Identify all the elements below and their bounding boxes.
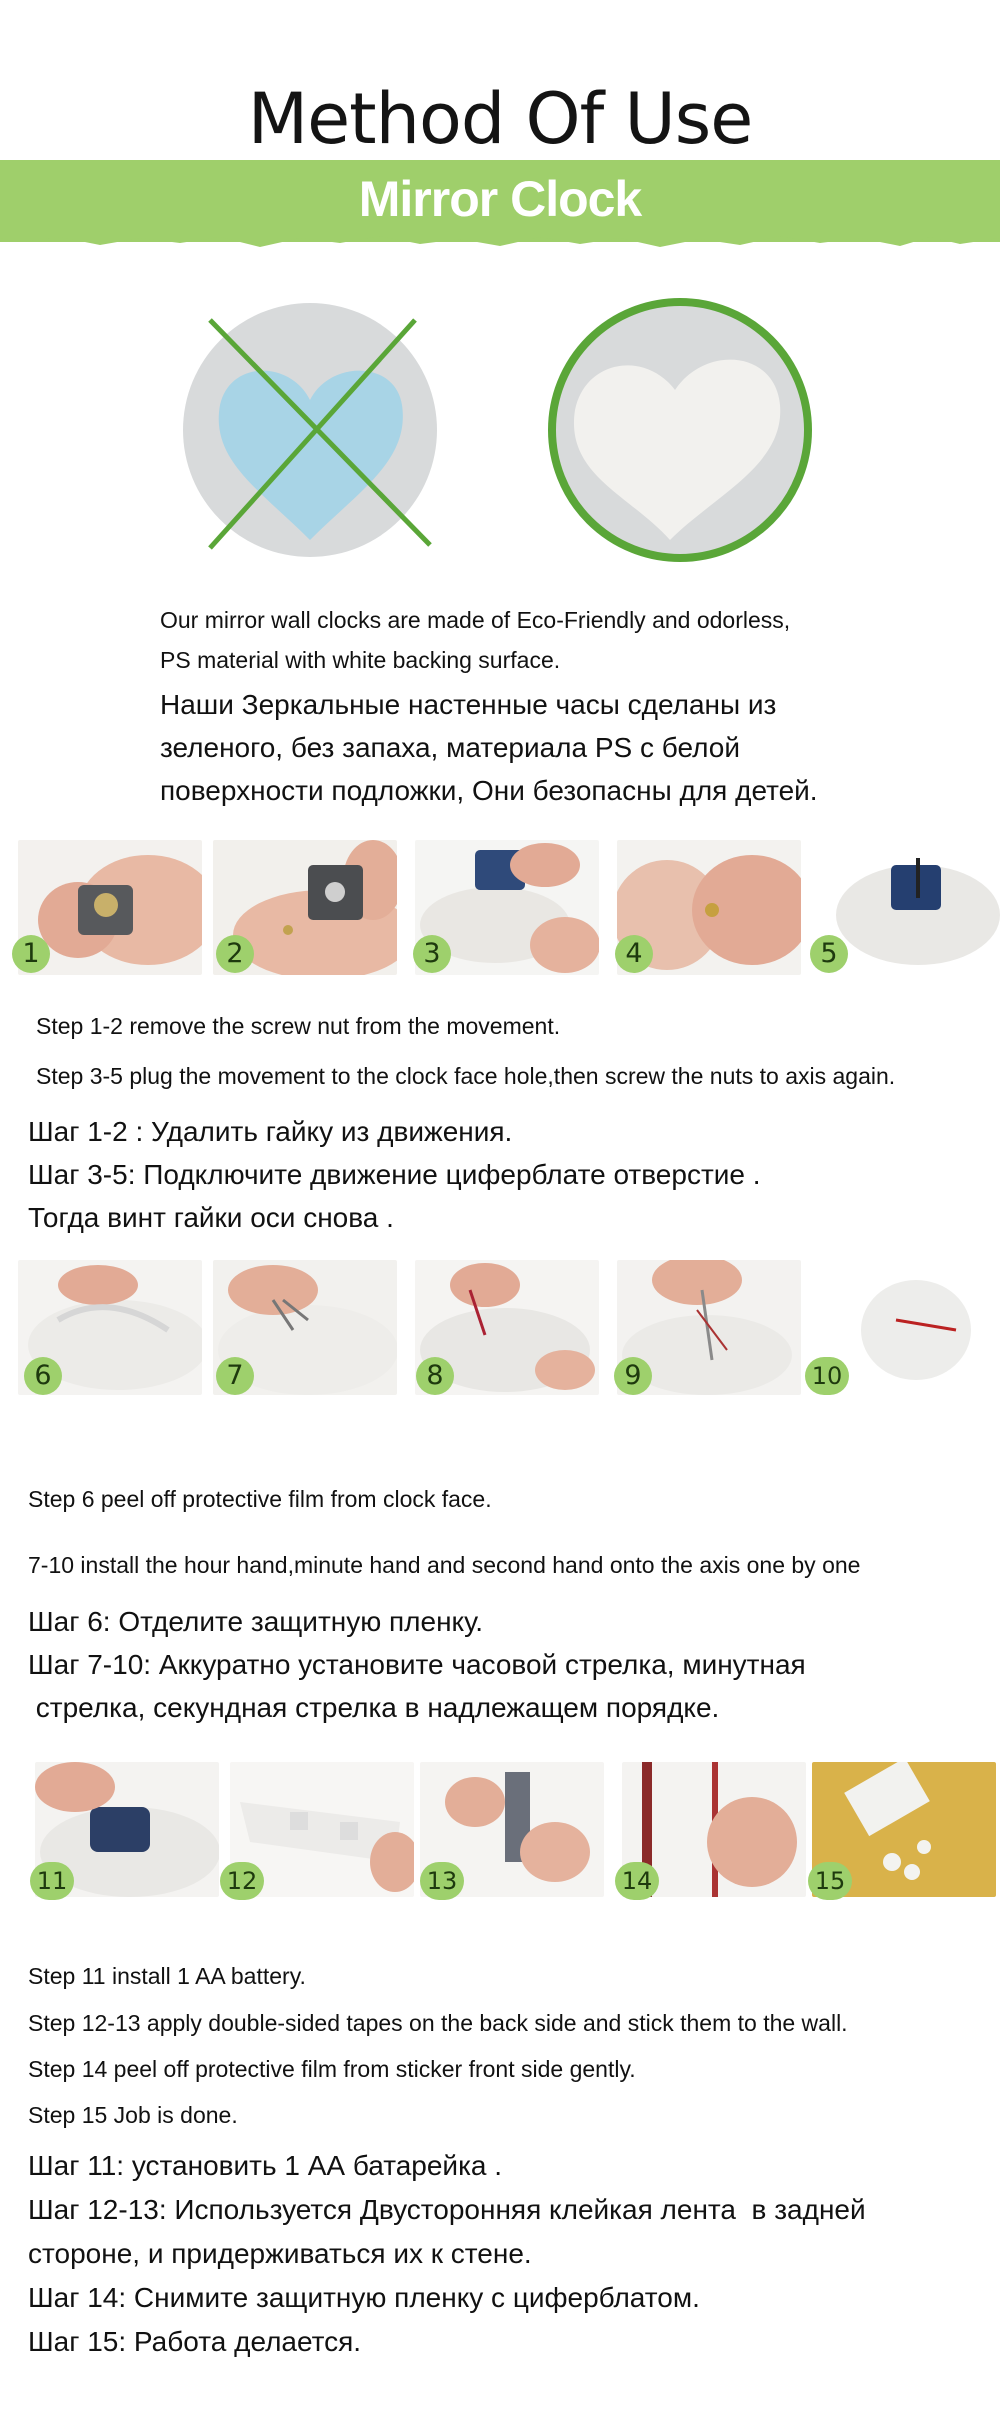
step-number-badge: 14: [615, 1862, 659, 1900]
step-12-13-ru: Шаг 12-13: Используется Двусторонняя клейкая лента в задней: [28, 2194, 866, 2225]
step-14-ru: Шаг 14: Снимите защитную пленку с циферблатом.: [28, 2282, 700, 2313]
step-11-ru: Шаг 11: установить 1 АА батарейка .: [28, 2150, 503, 2181]
step-7-10-en: 7-10 install the hour hand,minute hand and second hand onto the axis one by one: [28, 1552, 861, 1578]
step-12-13-ru-cont: стороне, и придерживаться их к стене.: [28, 2238, 532, 2269]
step-15-ru: Шаг 15: Работа делается.: [28, 2326, 362, 2357]
step-1-2-ru: Шаг 1-2 : Удалить гайку из движения.: [28, 1116, 513, 1147]
step-number-badge: 4: [615, 935, 653, 973]
intro-russian-text: [160, 683, 960, 812]
step-7-10-ru: Шаг 7-10: Аккуратно установите часовой стрелка, минутная: [28, 1649, 806, 1680]
step-12-13-en: Step 12-13 apply double-sided tapes on the back side and stick them to the wall.: [28, 2010, 848, 2036]
step-number-badge: 11: [30, 1862, 74, 1900]
intro-ru-line: зеленого, без запаха, материала PS с белой: [160, 732, 741, 763]
step-photos-row-1: [0, 840, 1000, 1000]
step-number-badge: 2: [216, 935, 254, 973]
step-3-5-ru: Шаг 3-5: Подключите движение циферблате отверстие .: [28, 1159, 761, 1190]
step-number-badge: 12: [220, 1862, 264, 1900]
step-photos-row-2: [0, 1260, 1000, 1420]
step-photo-10: [826, 1260, 1000, 1395]
intro-english-text: [160, 600, 920, 680]
step-number-badge: 8: [416, 1357, 454, 1395]
step-15-en: Step 15 Job is done.: [28, 2102, 238, 2128]
wrong-heart-figure: [180, 290, 470, 580]
step-6-ru: Шаг 6: Отделите защитную пленку.: [28, 1606, 484, 1637]
step-number-badge: 10: [805, 1357, 849, 1395]
intro-ru-line: Наши Зеркальные настенные часы сделаны из: [160, 689, 777, 720]
step-number-badge: 1: [12, 935, 50, 973]
step-3-5-en: Step 3-5 plug the movement to the clock face hole,then screw the nuts to axis again.: [36, 1063, 896, 1089]
step-7-10-ru-cont: стрелка, секундная стрелка в надлежащем порядке.: [28, 1692, 720, 1723]
step-number-badge: 6: [24, 1357, 62, 1395]
banner-brush-edge: [0, 234, 1000, 248]
step-14-en: Step 14 peel off protective film from sticker front side gently.: [28, 2056, 636, 2082]
right-heart-figure: [535, 290, 825, 580]
page-title: Method Of Use: [247, 78, 753, 160]
step-11-en: Step 11 install 1 AA battery.: [28, 1963, 306, 1989]
intro-ru-line: поверхности подложки, Они безопасны для детей.: [160, 775, 818, 806]
step-number-badge: 5: [810, 935, 848, 973]
step-photo-5: [826, 840, 1000, 975]
step-number-badge: 13: [420, 1862, 464, 1900]
banner-title: Mirror Clock: [358, 171, 642, 227]
step-photos-row-3: [0, 1762, 1000, 1922]
step-number-badge: 9: [614, 1357, 652, 1395]
step-number-badge: 3: [413, 935, 451, 973]
step-6-en: Step 6 peel off protective film from clock face.: [28, 1486, 492, 1512]
intro-en-line: PS material with white backing surface.: [160, 647, 561, 673]
step-number-badge: 15: [808, 1862, 852, 1900]
intro-en-line: Our mirror wall clocks are made of Eco-Friendly and odorless,: [160, 607, 791, 633]
step-number-badge: 7: [216, 1357, 254, 1395]
step-1-2-en: Step 1-2 remove the screw nut from the movement.: [36, 1013, 561, 1039]
step-3-5-ru-cont: Тогда винт гайки оси снова .: [28, 1202, 394, 1233]
